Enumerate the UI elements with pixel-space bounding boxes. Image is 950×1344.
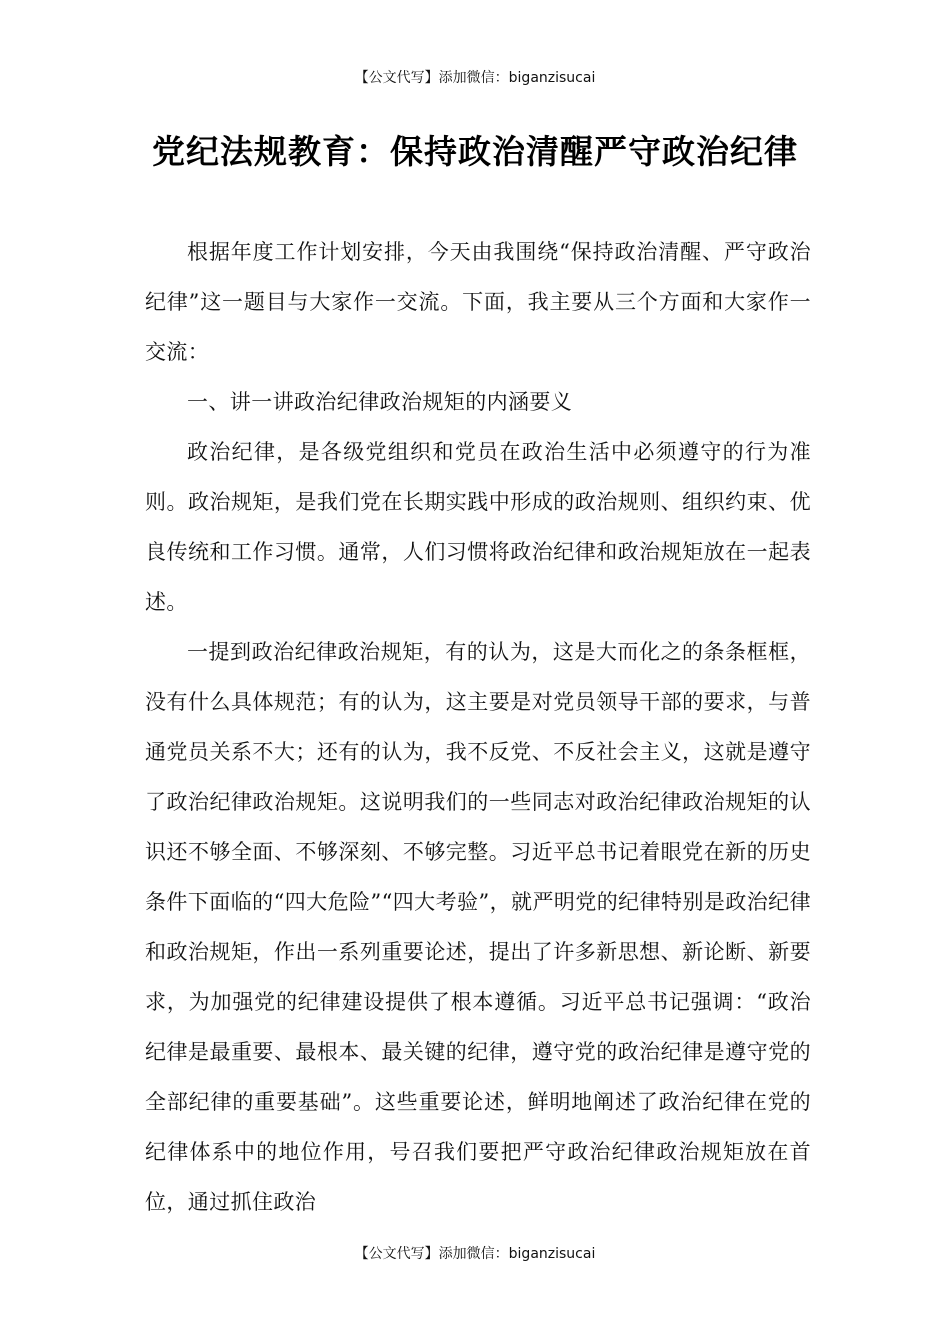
document-title: 党纪法规教育：保持政治清醒严守政治纪律: [152, 132, 798, 171]
document-body: [145, 227, 811, 1227]
paragraph-discussion: 一提到政治纪律政治规矩，有的认为，这是大而化之的条条框框，没有什么具体规范；有的认为，这主要是对党员领导干部的要求，与普通党员关系不大；还有的认为，我不反党、不反社会主义，这就是遵守了政治纪律政治规矩。这说明我们的一些同志对政治纪律政治规矩的认识还不够全面、不够深刻、不够完整。习近平总书记着眼党在新的历史条件下面临的“四大危险”“四大考验”，就严明党的纪律特别是政治纪律和政治规矩，作出一系列重要论述，提出了许多新思想、新论断、新要求，为加强党的纪律建设提供了根本遵循。习近平总书记强调：“政治纪律是最重要、最根本、最关键的纪律，遵守党的政治纪律是遵守党的全部纪律的重要基础”。这些重要论述，鲜明地阐述了政治纪律在党的纪律体系中的地位作用，号召我们要把严守政治纪律政治规矩放在首位，通过抓住政治: [145, 640, 811, 1214]
footer-note: 【公文代写】添加微信：biganzisucai: [354, 1246, 596, 1262]
header-note: 【公文代写】添加微信：biganzisucai: [354, 70, 596, 86]
paragraph-definition: 政治纪律，是各级党组织和党员在政治生活中必须遵守的行为准则。政治规矩，是我们党在长期实践中形成的政治规则、组织约束、优良传统和工作习惯。通常，人们习惯将政治纪律和政治规矩放在一起表述。: [145, 440, 811, 614]
paragraph-intro: 根据年度工作计划安排，今天由我围绕“保持政治清醒、严守政治纪律”这一题目与大家作一交流。下面，我主要从三个方面和大家作一交流：: [145, 240, 811, 364]
section-heading-1: 一、讲一讲政治纪律政治规矩的内涵要义: [187, 390, 573, 414]
